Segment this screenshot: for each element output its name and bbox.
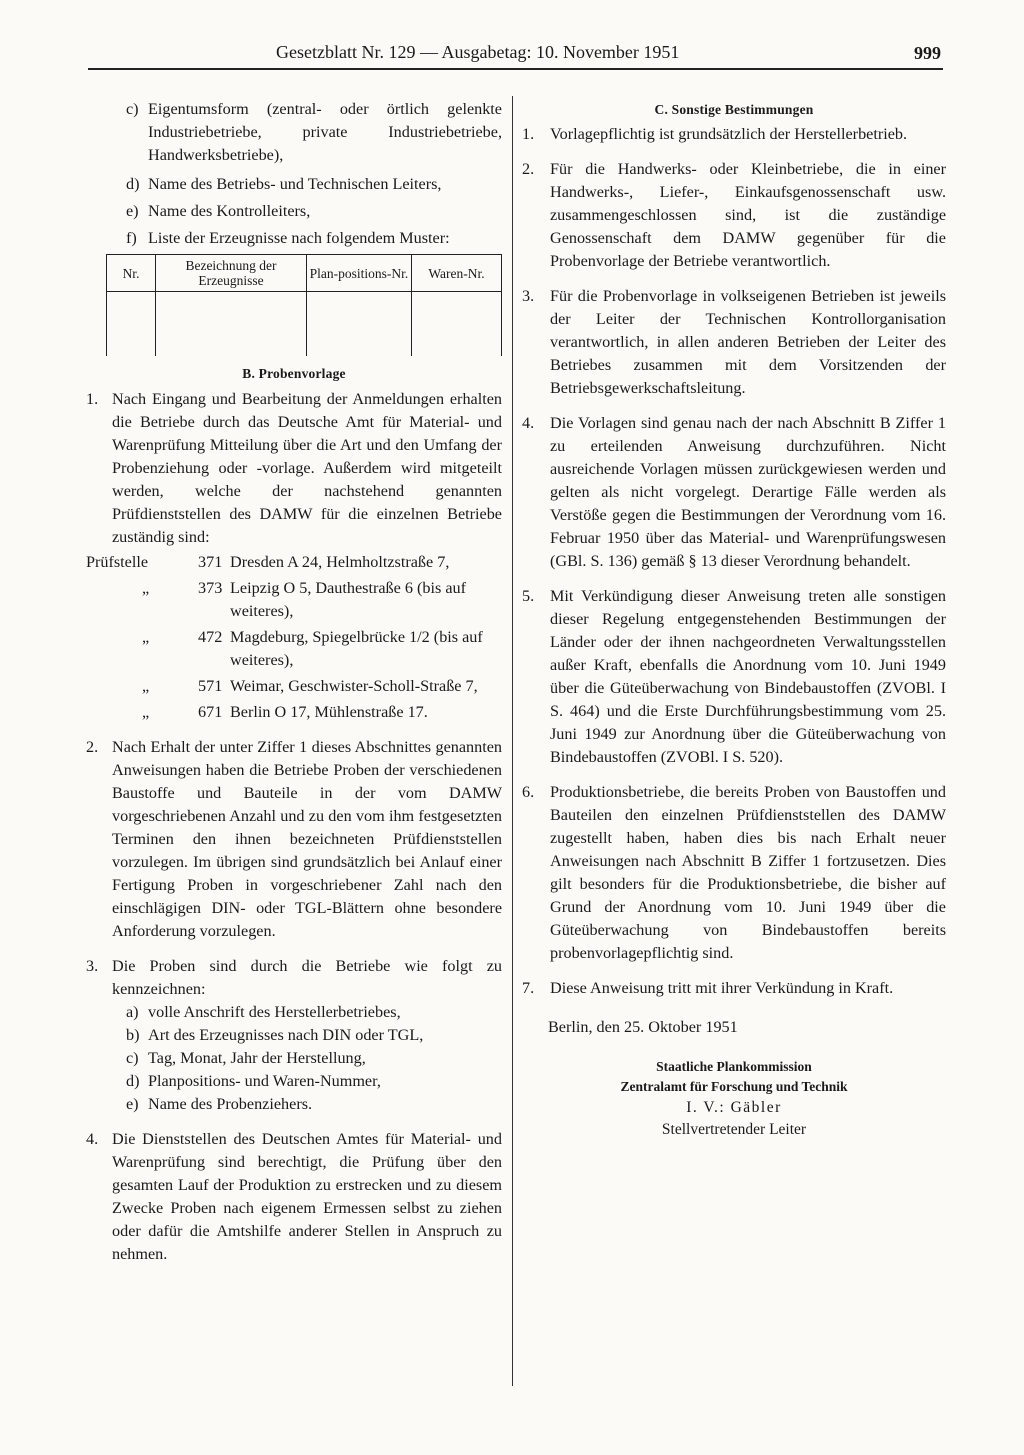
lab-prefix: „ [142,677,150,695]
item-label: 5. [522,587,535,605]
item-text: Die Vorlagen sind genau nach der nach Abschnitt B Ziffer 1 zu erteilenden Anweisung durchzuführen. Nicht ausreichende Vorlagen müssen zurückgewiesen werden und gelten als nicht vorgelegt. Derartige Fälle werden als Verstöße gegen die Bestimmungen der Verordnung vom 16. Februar 1950 über das Material- und Warenprüfungswesen (GBl. S. 136) gemäß § 13 dieser Verordnung behandelt. [550,414,946,570]
item-label: a) [126,1003,139,1021]
paragraph-c2 [522,158,946,273]
item-label: 3. [522,287,535,305]
list-item [126,200,502,223]
column-divider [512,96,513,1386]
paragraph-c5 [522,585,946,769]
list-item [126,1070,502,1093]
table-header-planpositions: Plan-positions-Nr. [307,255,412,292]
item-label: 6. [522,783,535,801]
paragraph-c1 [522,123,946,146]
table-header-bezeichnung: Bezeichnung der Erzeugnisse [156,255,307,292]
item-text: Art des Erzeugnisses nach DIN oder TGL, [148,1026,424,1044]
item-text: volle Anschrift des Herstellerbetriebes, [148,1003,401,1021]
item-label: f) [126,229,137,247]
signature-org-2: Zentralamt für Forschung und Technik [620,1079,848,1094]
list-item [126,1001,502,1024]
list-item [126,98,502,167]
lab-prefix: „ [142,703,150,721]
table-header-nr: Nr. [107,255,156,292]
lab-address: Berlin O 17, Mühlenstraße 17. [230,703,428,721]
header-rule [88,68,943,70]
paragraph-c4 [522,412,946,573]
table-cell [156,292,307,357]
item-label: d) [126,1072,140,1090]
lab-code: 371 [198,553,223,571]
header-title: Gesetzblatt Nr. 129 — Ausgabetag: 10. November 1951 [276,42,680,62]
item-text: Mit Verkündigung dieser Anweisung treten alle sonstigen dieser Regelung entgegenstehenden Bestimmungen der Länder oder der ihnen nachgeordneten Verwaltungsstellen außer Kraft, ebenfalls die Anordnung vom 10. Juni 1949 über die Güteüberwachung von Bindebaustoffen (ZVOBl. I S. 464) und die Erste Durchführungsbestimmung vom 25. Juni 1949 zur Anordnung über die Güteüberwachung von Bindebaustoffen (ZVOBl. I S. 520). [550,587,946,766]
left-column [86,98,502,1266]
item-label: c) [126,100,139,118]
item-text: Für die Probenvorlage in volkseigenen Betrieben ist jeweils der Leiter der Technischen Kontrollorganisation verantwortlich, in allen anderen Betrieben der Leiter des Betriebes zusammen mit dem Vorsitzenden der Betriebsgewerkschaftsleitung. [550,287,946,397]
lab-code: 472 [198,628,223,646]
item-label: 2. [522,160,535,178]
item-label: 4. [86,1130,99,1148]
lab-address: Dresden A 24, Helmholtzstraße 7, [230,553,450,571]
lab-address: Magdeburg, Spiegelbrücke 1/2 (bis auf weiteres), [230,628,483,669]
table-cell [412,292,502,357]
lab-code: 571 [198,677,223,695]
item-text: Name des Kontrolleiters, [148,202,311,220]
item-label: e) [126,1095,139,1113]
lab-prefix: Prüfstelle [86,553,149,571]
item-text: Nach Erhalt der unter Ziffer 1 dieses Abschnittes genannten Anweisungen haben die Betriebe Proben der verschiedenen Baustoffe und Bauteile in der vom DAMW vorgeschriebenen Anzahl und zu den vom ihm festgesetzten Terminen den ihnen bezeichneten Prüfdienststellen vorzulegen. Im übrigen sind grundsätzlich bei Anlauf einer Fertigung Proben in vorgeschriebener Zahl nach den einschlägigen DIN- oder TGL-Blättern ohne besondere Anforderung vorzulegen. [112,738,502,940]
item-text: Nach Eingang und Bearbeitung der Anmeldungen erhalten die Betriebe durch das Deutsche Amt für Material- und Warenprüfung Mitteilung über die Art und den Umfang der Probenziehung oder -vorlage. Außerdem wird mitgeteilt werden, welche der nachstehend genannten Prüfdienststellen des DAMW für die einzelnen Betriebe zuständig sind: [112,390,502,546]
item-label: d) [126,175,140,193]
table-header-waren-nr: Waren-Nr. [412,255,502,292]
item-text: Die Proben sind durch die Betriebe wie folgt zu kennzeichnen: [112,957,502,998]
item-label: c) [126,1049,139,1067]
lab-entry [86,626,502,672]
page-header [88,42,940,70]
item-text: Name des Betriebs- und Technischen Leiters, [148,175,442,193]
item-label: 1. [522,125,535,143]
lab-code: 373 [198,579,223,597]
paragraph-c6 [522,781,946,965]
signature-name: I. V.: Gäbler [686,1099,782,1116]
paragraph-c3 [522,285,946,400]
paragraph-b4 [86,1128,502,1266]
item-text: Eigentumsform (zentral- oder örtlich gelenkte Industriebetriebe, private Industriebetriebe, Handwerksbetriebe), [148,100,502,164]
section-b-title: B. Probenvorlage [242,366,346,381]
paragraph-b2 [86,736,502,943]
item-label: 4. [522,414,535,432]
lab-address: Weimar, Geschwister-Scholl-Straße 7, [230,677,478,695]
item-text: Name des Probenziehers. [148,1095,313,1113]
lab-entry [86,675,502,698]
section-c-title: C. Sonstige Bestimmungen [654,102,814,117]
item-label: 1. [86,390,99,408]
item-label: 7. [522,979,535,997]
item-text: Für die Handwerks- oder Kleinbetriebe, die in einer Handwerks-, Liefer-, Einkaufsgenossenschaft usw. zusammengeschlossen sind, ist die zuständige Genossenschaft dem DAMW gegenüber für die Probenvorlage der Betriebe verantwortlich. [550,160,946,270]
lab-prefix: „ [142,628,150,646]
lab-code: 671 [198,703,223,721]
item-text: Produktionsbetriebe, die bereits Proben von Baustoffen und Bauteilen den einzelnen Prüfdienststellen des DAMW zugestellt haben, haben dies bis nach Erhalt neuer Anweisungen nach Abschnitt B Ziffer 1 fortzusetzen. Dies gilt besonders für die Produktionsbetriebe, die bisher auf Grund der Anordnung vom 10. Juni 1949 über die Güteüberwachung von Bindebaustoffen bereits probenvorlagepflichtig sind. [550,783,946,962]
signature-title: Stellvertretender Leiter [661,1121,807,1138]
item-text: Liste der Erzeugnisse nach folgendem Muster: [148,229,450,247]
item-text: Die Dienststellen des Deutschen Amtes für Material- und Warenprüfung sind berechtigt, die Prüfung über den gesamten Lauf der Produktion zu erstrecken und zu diesem Zwecke Proben nach eigenem Ermessen selbst zu ziehen oder dafür die Amtshilfe anderer Stellen in Anspruch zu nehmen. [112,1130,502,1263]
lab-entry [86,551,502,574]
signature-org-1: Staatliche Plankommission [656,1059,812,1074]
right-column [522,98,946,1141]
lab-entry [86,577,502,623]
paragraph-b1 [86,388,502,549]
lab-entry [86,701,502,724]
item-label: 3. [86,957,99,975]
list-item [126,227,502,250]
item-label: e) [126,202,139,220]
item-text: Tag, Monat, Jahr der Herstellung, [148,1049,366,1067]
item-text: Planpositions- und Waren-Nummer, [148,1072,381,1090]
lab-list [86,551,502,724]
paragraph-b3 [86,955,502,1001]
list-item [126,1024,502,1047]
date-line: Berlin, den 25. Oktober 1951 [548,1018,738,1036]
list-item [126,1047,502,1070]
lab-address: Leipzig O 5, Dauthestraße 6 (bis auf weiteres), [230,579,466,620]
item-label: 2. [86,738,99,756]
table-cell [307,292,412,357]
table-cell [107,292,156,357]
item-text: Vorlagepflichtig ist grundsätzlich der Herstellerbetrieb. [550,125,908,143]
list-item [126,173,502,196]
page-number: 999 [914,43,941,63]
product-list-template-table [106,254,502,356]
list-item [126,1093,502,1116]
lab-prefix: „ [142,579,150,597]
item-label: b) [126,1026,140,1044]
item-text: Diese Anweisung tritt mit ihrer Verkündung in Kraft. [550,979,894,997]
paragraph-c7 [522,977,946,1000]
